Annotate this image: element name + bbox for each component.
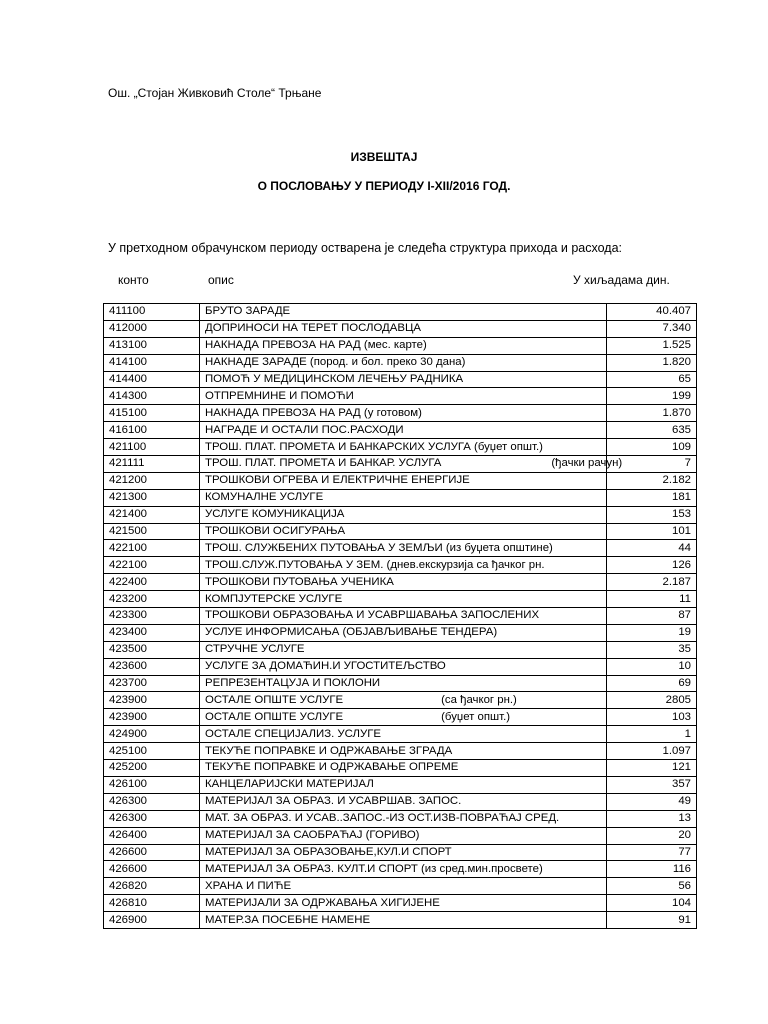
opis-text: ОСТАЛЕ ОПШТЕ УСЛУГЕ [205, 693, 344, 706]
table-row [104, 371, 697, 388]
cell-iznos: 101 [607, 523, 697, 540]
cell-opis [200, 912, 607, 929]
cell-konto: 426400 [104, 827, 200, 844]
cell-konto: 421300 [104, 489, 200, 506]
column-header-iznos: У хиљадама дин. [573, 273, 670, 287]
table-row [104, 405, 697, 422]
cell-konto: 412000 [104, 320, 200, 337]
cell-konto: 422100 [104, 540, 200, 557]
cell-iznos: 49 [607, 793, 697, 810]
opis-text: ТРОШ. ПЛАТ. ПРОМЕТА И БАНКАР. УСЛУГА [205, 457, 442, 470]
cell-iznos: 13 [607, 810, 697, 827]
opis-text: УСЛУЕ ИНФОРМИСАЊА (ОБЈАВЉИВАЊЕ ТЕНДЕРА) [205, 626, 498, 639]
opis-text: ОСТАЛЕ СПЕЦИЈАЛИЗ. УСЛУГЕ [205, 727, 381, 740]
cell-konto: 421400 [104, 506, 200, 523]
opis-text: ТЕКУЋЕ ПОПРАВКЕ И ОДРЖАВАЊЕ ОПРЕМЕ [205, 761, 459, 774]
cell-iznos: 181 [607, 489, 697, 506]
table-row [104, 861, 697, 878]
cell-konto: 423200 [104, 591, 200, 608]
opis-text: БРУТО ЗАРАДЕ [205, 305, 291, 318]
cell-iznos: 1 [607, 726, 697, 743]
table-row [104, 658, 697, 675]
table-row [104, 776, 697, 793]
opis-text: ДОПРИНОСИ НА ТЕРЕТ ПОСЛОДАВЦА [205, 322, 421, 335]
table-row [104, 320, 697, 337]
opis-text: МАТЕР.ЗА ПОСЕБНЕ НАМЕНЕ [205, 913, 371, 926]
report-title: ИЗВЕШТАЈ [350, 150, 418, 164]
cell-iznos: 7.340 [607, 320, 697, 337]
table-row [104, 591, 697, 608]
cell-iznos: 11 [607, 591, 697, 608]
cell-iznos: 44 [607, 540, 697, 557]
table-row [104, 354, 697, 371]
opis-text: МАТ. ЗА ОБРАЗ. И УСАВ..ЗАПОС.-ИЗ ОСТ.ИЗВ-ПОВРАЋАЈ СРЕД. [205, 812, 560, 825]
cell-konto: 423400 [104, 624, 200, 641]
opis-text: УСЛУГЕ ЗА ДОМАЋИН.И УГОСТИТЕЉСТВО [205, 660, 446, 673]
opis-text: КОМПЈУТЕРСКЕ УСЛУГЕ [205, 592, 343, 605]
cell-iznos: 91 [607, 912, 697, 929]
table-row [104, 912, 697, 929]
cell-iznos: 1.097 [607, 743, 697, 760]
table-row [104, 810, 697, 827]
school-name: Ош. „Стојан Живковић Столе“ Трњане [108, 86, 322, 100]
opis-text: СТРУЧНЕ УСЛУГЕ [205, 643, 305, 656]
table-row [104, 337, 697, 354]
table-row [104, 388, 697, 405]
opis-text: УСЛУГЕ КОМУНИКАЦИЈА [205, 508, 345, 521]
table-row [104, 793, 697, 810]
cell-konto: 421500 [104, 523, 200, 540]
table-row [104, 523, 697, 540]
cell-opis [200, 624, 607, 641]
cell-opis [200, 608, 607, 625]
cell-iznos: 109 [607, 439, 697, 456]
cell-konto: 423600 [104, 658, 200, 675]
table-row [104, 304, 697, 321]
cell-iznos: 199 [607, 388, 697, 405]
cell-opis [200, 641, 607, 658]
cell-iznos: 69 [607, 675, 697, 692]
intro-text: У претходном обрачунском периоду остварена је следећа структура прихода и расхода: [108, 241, 623, 255]
cell-konto: 426820 [104, 878, 200, 895]
opis-text: ТРОШ.СЛУЖ.ПУТОВАЊА У ЗЕМ. (днев.екскурзија са ђачког рн. [205, 558, 545, 571]
column-header-opis: опис [208, 273, 234, 287]
table-row [104, 692, 697, 709]
cell-iznos: 40.407 [607, 304, 697, 321]
opis-text: РЕПРЕЗЕНТАЦУЈА И ПОКЛОНИ [205, 677, 381, 690]
cell-opis [200, 489, 607, 506]
cell-iznos: 635 [607, 422, 697, 439]
cell-opis [200, 388, 607, 405]
opis-text: ТРОШКОВИ ОГРЕВА И ЕЛЕКТРИЧНЕ ЕНЕРГИЈЕ [205, 474, 470, 487]
cell-konto: 426300 [104, 810, 200, 827]
cell-opis [200, 827, 607, 844]
cell-opis [200, 591, 607, 608]
cell-iznos: 35 [607, 641, 697, 658]
opis-text: МАТЕРИЈАЛИ ЗА ОДРЖАВАЊА ХИГИЈЕНЕ [205, 896, 440, 909]
cell-iznos: 1.870 [607, 405, 697, 422]
cell-iznos: 103 [607, 709, 697, 726]
cell-iznos: 87 [607, 608, 697, 625]
cell-konto: 411100 [104, 304, 200, 321]
cell-opis [200, 574, 607, 591]
cell-opis [200, 472, 607, 489]
cell-opis [200, 726, 607, 743]
table-row [104, 439, 697, 456]
opis-text: ТРОШ. СЛУЖБЕНИХ ПУТОВАЊА У ЗЕМЉИ (из буџета општине) [205, 541, 553, 554]
cell-konto: 425100 [104, 743, 200, 760]
cell-iznos: 19 [607, 624, 697, 641]
opis-text: ТРОШКОВИ ОБРАЗОВАЊА И УСАВРШАВАЊА ЗАПОСЛЕНИХ [205, 609, 540, 622]
cell-konto: 414400 [104, 371, 200, 388]
cell-iznos: 2805 [607, 692, 697, 709]
cell-iznos: 77 [607, 844, 697, 861]
opis-text: НАГРАДЕ И ОСТАЛИ ПОС.РАСХОДИ [205, 423, 404, 436]
cell-opis [200, 371, 607, 388]
opis-text: ХРАНА И ПИЋЕ [205, 879, 292, 892]
cell-opis [200, 523, 607, 540]
cell-konto: 426600 [104, 861, 200, 878]
opis-note: (ђачки рачун) [551, 457, 623, 470]
table-row [104, 709, 697, 726]
opis-text: НАКНАДА ПРЕВОЗА НА РАД (мес. карте) [205, 339, 427, 352]
table-row [104, 557, 697, 574]
cell-iznos: 357 [607, 776, 697, 793]
cell-konto: 425200 [104, 760, 200, 777]
cell-konto: 426300 [104, 793, 200, 810]
cell-konto: 414300 [104, 388, 200, 405]
opis-text: ТРОШКОВИ ОСИГУРАЊА [205, 525, 346, 538]
cell-konto: 414100 [104, 354, 200, 371]
cell-opis [200, 810, 607, 827]
cell-opis [200, 456, 623, 473]
table-row [104, 675, 697, 692]
table-row [104, 895, 697, 912]
table-row [104, 472, 697, 489]
cell-opis [200, 709, 607, 726]
cell-iznos: 20 [607, 827, 697, 844]
opis-text: МАТЕРИЈАЛ ЗА ОБРАЗ. КУЛТ.И СПОРТ (из сред.мин.просвете) [205, 862, 543, 875]
opis-text: НАКНАДЕ ЗАРАДЕ (пород. и бол. преко 30 дана) [205, 356, 466, 369]
cell-iznos: 56 [607, 878, 697, 895]
cell-opis [200, 439, 607, 456]
cell-iznos: 2.187 [607, 574, 697, 591]
cell-konto: 416100 [104, 422, 200, 439]
cell-iznos: 7 [607, 456, 697, 473]
cell-opis [200, 861, 607, 878]
cell-konto: 424900 [104, 726, 200, 743]
cell-opis [200, 844, 607, 861]
cell-iznos: 1.525 [607, 337, 697, 354]
ledger-table [103, 303, 697, 929]
cell-opis [200, 422, 607, 439]
cell-konto: 421200 [104, 472, 200, 489]
cell-konto: 422400 [104, 574, 200, 591]
cell-opis [200, 793, 607, 810]
cell-iznos: 121 [607, 760, 697, 777]
cell-konto: 426900 [104, 912, 200, 929]
table-row [104, 760, 697, 777]
cell-opis [200, 540, 607, 557]
ledger-body [104, 304, 697, 929]
cell-iznos: 153 [607, 506, 697, 523]
cell-konto: 421100 [104, 439, 200, 456]
column-header-konto: конто [118, 273, 149, 287]
table-row [104, 624, 697, 641]
cell-opis [200, 354, 607, 371]
cell-konto: 426100 [104, 776, 200, 793]
cell-iznos: 1.820 [607, 354, 697, 371]
cell-opis [200, 743, 607, 760]
table-row [104, 844, 697, 861]
cell-opis [200, 878, 607, 895]
opis-text: НАКНАДА ПРЕВОЗА НА РАД (у готовом) [205, 406, 422, 419]
cell-iznos: 104 [607, 895, 697, 912]
table-row [104, 608, 697, 625]
opis-text: МАТЕРИЈАЛ ЗА ОБРАЗОВАЊЕ,КУЛ.И СПОРТ [205, 845, 452, 858]
table-row [104, 422, 697, 439]
cell-opis [200, 675, 607, 692]
table-row [104, 506, 697, 523]
opis-text: ТЕКУЋЕ ПОПРАВКЕ И ОДРЖАВАЊЕ ЗГРАДА [205, 744, 453, 757]
opis-note: (са ђачког рн.) [441, 693, 517, 706]
cell-opis [200, 760, 607, 777]
cell-opis [200, 776, 607, 793]
cell-opis [200, 658, 607, 675]
table-row [104, 489, 697, 506]
table-row [104, 878, 697, 895]
cell-konto: 423700 [104, 675, 200, 692]
table-row [104, 574, 697, 591]
cell-opis [200, 405, 607, 422]
cell-opis [200, 557, 607, 574]
cell-iznos: 65 [607, 371, 697, 388]
cell-konto: 423300 [104, 608, 200, 625]
cell-konto: 415100 [104, 405, 200, 422]
cell-konto: 421111 [104, 456, 200, 473]
cell-konto: 423500 [104, 641, 200, 658]
opis-note: (буџет општ.) [441, 710, 511, 723]
report-subtitle: О ПОСЛОВАЊУ У ПЕРИОДУ I-XII/2016 ГОД. [257, 179, 511, 193]
opis-text: МАТЕРИЈАЛ ЗА ОБРАЗ. И УСАВРШАВ. ЗАПОС. [205, 795, 462, 808]
cell-opis [200, 320, 607, 337]
table-row [104, 456, 697, 473]
cell-konto: 422100 [104, 557, 200, 574]
cell-opis [200, 304, 607, 321]
cell-opis [200, 895, 607, 912]
opis-text: КАНЦЕЛАРИЈСКИ МАТЕРИЈАЛ [205, 778, 374, 791]
opis-text: МАТЕРИЈАЛ ЗА САОБРАЋАЈ (ГОРИВО) [205, 829, 420, 842]
table-row [104, 743, 697, 760]
cell-opis [200, 506, 607, 523]
table-row [104, 827, 697, 844]
table-row [104, 641, 697, 658]
cell-iznos: 2.182 [607, 472, 697, 489]
cell-konto: 423900 [104, 692, 200, 709]
cell-iznos: 126 [607, 557, 697, 574]
cell-konto: 426810 [104, 895, 200, 912]
opis-text: КОМУНАЛНЕ УСЛУГЕ [205, 491, 324, 504]
cell-opis [200, 692, 607, 709]
cell-konto: 423900 [104, 709, 200, 726]
table-row [104, 540, 697, 557]
opis-text: ОСТАЛЕ ОПШТЕ УСЛУГЕ [205, 710, 344, 723]
cell-konto: 413100 [104, 337, 200, 354]
cell-iznos: 116 [607, 861, 697, 878]
opis-text: ПОМОЋ У МЕДИЦИНСКОМ ЛЕЧЕЊУ РАДНИКА [205, 373, 464, 385]
cell-opis [200, 337, 607, 354]
table-row [104, 726, 697, 743]
cell-konto: 426600 [104, 844, 200, 861]
cell-iznos: 10 [607, 658, 697, 675]
opis-text: ТРОШ. ПЛАТ. ПРОМЕТА И БАНКАРСКИХ УСЛУГА (буџет општ.) [205, 440, 543, 453]
opis-text: ТРОШКОВИ ПУТОВАЊА УЧЕНИКА [205, 575, 394, 588]
opis-text: ОТПРЕМНИНЕ И ПОМОЋИ [205, 389, 354, 402]
